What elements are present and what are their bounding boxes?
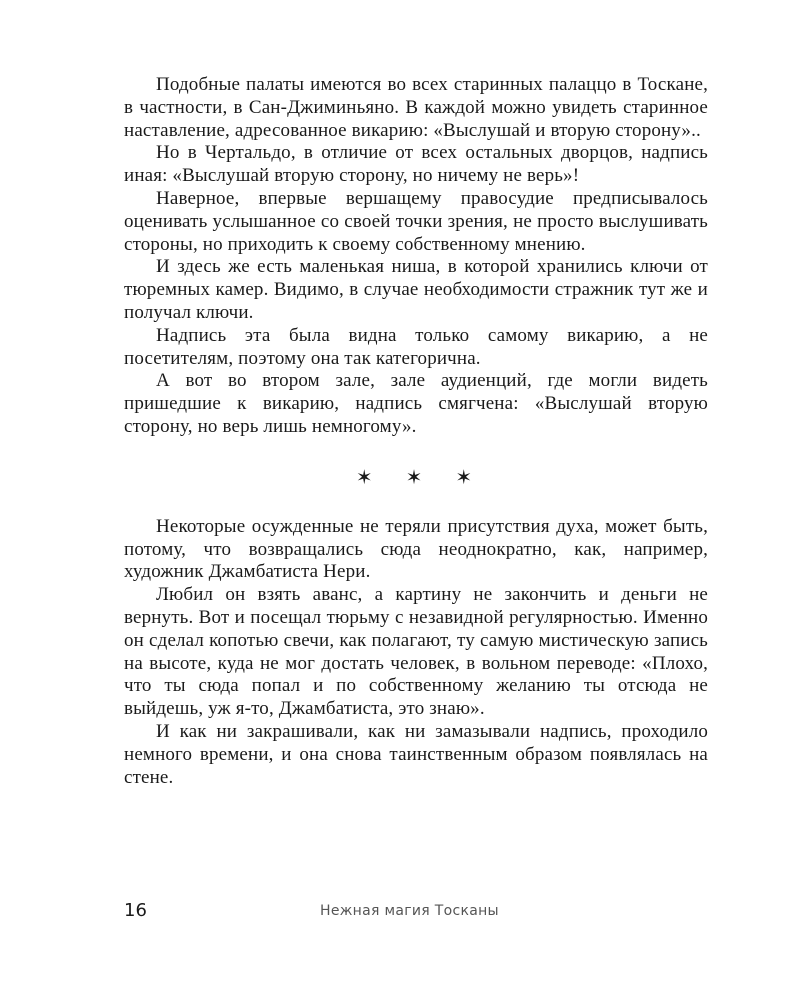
paragraph: И как ни закрашивали, как ни замазывали надпись, проходило немного времени, и она снова таинственным образом появлялась на стене. (124, 720, 708, 788)
running-title: Нежная магия Тосканы (320, 903, 499, 919)
paragraph: Некоторые осужденные не теряли присутствия духа, может быть, потому, что возвращались сюда неоднократно, как, например, художник Джамбатиста Нери. (124, 515, 708, 583)
paragraph: И здесь же есть маленькая ниша, в которой хранились ключи от тюремных камер. Видимо, в случае необходимости стражник тут же и получал ключи. (124, 256, 708, 323)
paragraph: Надпись эта была видна только самому викарию, а не посетителям, поэтому она так категорична. (124, 324, 708, 369)
page-number: 16 (124, 900, 147, 921)
paragraph: А вот во втором зале, зале аудиенций, где могли видеть пришедшие к викарию, надпись смягчена: «Выслушай вторую сторону, но верь лишь немногому». (124, 370, 708, 437)
paragraph: Наверное, впервые вершащему правосудие предписывалось оценивать услышанное со своей точки зрения, не просто выслушивать стороны, но приходить к своему собственному мнению. (124, 187, 708, 255)
page-footer (124, 900, 708, 924)
text-section-2 (124, 516, 708, 790)
paragraph: Подобные палаты имеются во всех старинных палаццо в Тоскане, в частности, в Сан-Джиминьяно. В каждой можно увидеть старинное наставление, адресованное викарию: «Выслушай и вторую сторону».. (124, 74, 708, 141)
text-section-1 (124, 74, 708, 439)
paragraph: Любил он взять аванс, а картину не закончить и деньги не вернуть. Вот и посещал тюрьму с незавидной регулярностью. Именно он сделал копотью свечи, как полагают, ту самую мистическую запись на высоте, куда не мог достать человек, в вольном переводе: «Плохо, что ты сюда попал и по собственному желанию ты отсюда не выйдешь, уж я-то, Джамбатиста, это знаю». (124, 584, 708, 720)
section-separator: ✶ ✶ ✶ (355, 466, 487, 489)
paragraph: Но в Чертальдо, в отличие от всех остальных дворцов, надпись иная: «Выслушай вторую сторону, но ничему не верь»! (124, 142, 708, 187)
page-body (124, 74, 708, 789)
